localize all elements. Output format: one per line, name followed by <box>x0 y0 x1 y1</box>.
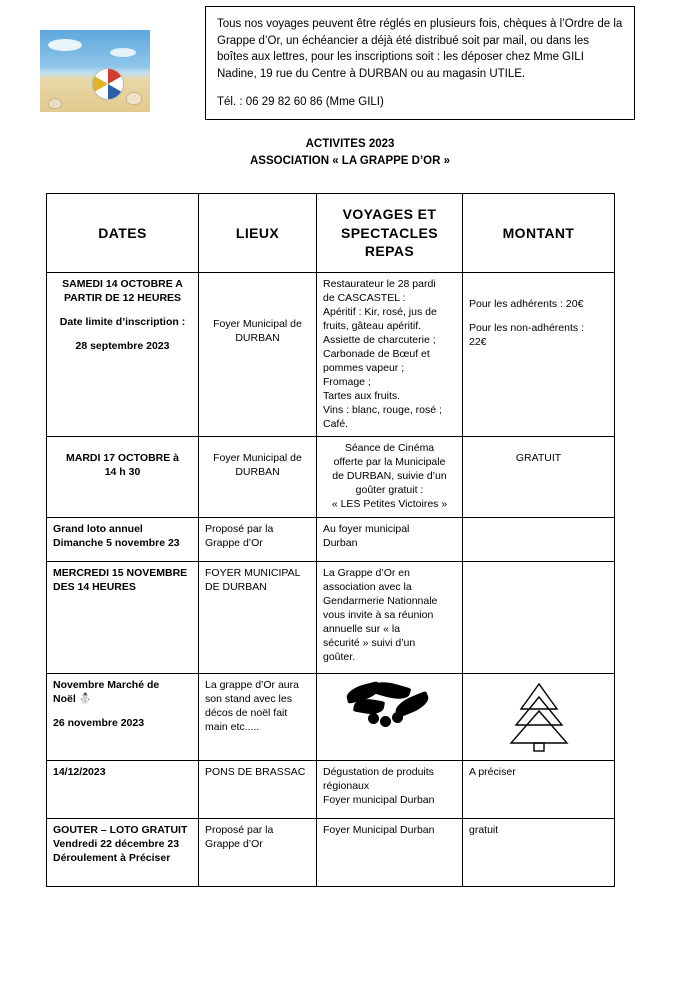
cell-lieux <box>199 562 317 674</box>
cell-lieux <box>199 819 317 887</box>
activities-table-wrapper <box>46 193 614 887</box>
cell-spacer <box>205 298 310 308</box>
christmas-tree-icon <box>507 681 571 753</box>
cell-dates <box>47 562 199 674</box>
title-line-2: ASSOCIATION « LA GRAPPE D’OR » <box>250 155 450 168</box>
cell-dates <box>47 273 199 437</box>
cell-text: association avec la <box>323 581 412 594</box>
holly-berry <box>368 713 379 724</box>
cell-text: Pour les non-adhérents : <box>469 321 584 334</box>
cell-lieux <box>199 518 317 562</box>
beach-ball-icon <box>92 68 124 100</box>
holly-illustration <box>344 683 436 729</box>
cell-spacer <box>469 312 608 322</box>
holly-berry <box>392 712 403 723</box>
cell-text: Grappe d’Or <box>205 838 263 851</box>
column-header-voyages-line3: REPAS <box>364 243 415 260</box>
cell-text: Au foyer municipal <box>323 523 410 536</box>
cell-text: vous invite à sa réunion <box>323 609 434 622</box>
cell-voyages: Foyer Municipal Durban <box>317 819 463 887</box>
cell-text: DURBAN <box>235 466 280 479</box>
cell-text: 22€ <box>469 335 487 348</box>
cell-text: main etc..... <box>205 721 260 734</box>
cell-spacer <box>469 442 608 452</box>
cell-voyages <box>317 562 463 674</box>
title-line-1: ACTIVITES 2023 <box>305 138 395 150</box>
cell-dates <box>47 437 199 518</box>
table-row <box>47 819 615 887</box>
cell-text: Grand loto annuel <box>53 523 143 536</box>
cell-spacer <box>53 442 192 452</box>
payment-notice-box <box>205 6 635 120</box>
cell-text: DE DURBAN <box>205 581 267 594</box>
beach-photo-image <box>40 30 150 112</box>
cell-text: La Grappe d’Or en <box>323 567 410 580</box>
cell-text: Vins : blanc, rouge, rosé ; <box>323 403 442 416</box>
cell-voyages <box>317 518 463 562</box>
table-row <box>47 761 615 819</box>
cell-text: Novembre Marché de <box>53 679 160 692</box>
cell-text: Gendarmerie Nationnale <box>323 595 438 608</box>
cell-text: Grappe d’Or <box>205 537 263 550</box>
cell-text: Durban <box>323 537 358 550</box>
cell-spacer <box>469 288 608 298</box>
cloud-shape <box>110 48 136 57</box>
cell-text: pommes vapeur ; <box>323 361 405 374</box>
cell-voyages-graphic <box>317 674 463 761</box>
cell-text: Proposé par la <box>205 824 274 837</box>
cell-text: 28 septembre 2023 <box>75 339 170 352</box>
cell-text: Vendredi 22 décembre 23 <box>53 838 180 851</box>
cell-dates <box>47 674 199 761</box>
cell-voyages <box>317 273 463 437</box>
cell-text: Dimanche 5 novembre 23 <box>53 537 180 550</box>
cell-voyages <box>317 761 463 819</box>
cell-montant <box>463 437 615 518</box>
cell-text: Date limite d’inscription : <box>59 315 186 328</box>
table-header-row <box>47 194 615 273</box>
cell-text: Fromage ; <box>323 375 371 388</box>
cell-text: de CASCASTEL : <box>323 291 406 304</box>
cell-text: offerte par la Municipale <box>333 456 446 469</box>
seashell-icon <box>48 98 62 109</box>
cell-text: Déroulement à Préciser <box>53 852 171 865</box>
notice-paragraph-2: Tél. : 06 29 82 60 86 (Mme GILI) <box>217 95 384 108</box>
cell-text: Séance de Cinéma <box>344 442 435 455</box>
column-header-lieux: LIEUX <box>199 194 317 273</box>
seashell-icon <box>126 92 142 105</box>
cell-dates <box>47 518 199 562</box>
cell-text: 26 novembre 2023 <box>53 717 145 730</box>
cell-text: Foyer municipal Durban <box>323 794 435 807</box>
cell-text: PARTIR DE 12 HEURES <box>63 291 182 304</box>
cloud-shape <box>48 39 82 51</box>
cell-montant <box>463 273 615 437</box>
cell-spacer <box>53 306 192 316</box>
cell-text: de DURBAN, suivie d’un <box>332 470 447 483</box>
cell-text: Café. <box>323 417 349 430</box>
cell-text: goûter gratuit : <box>355 484 424 497</box>
cell-lieux <box>199 674 317 761</box>
activities-table <box>46 193 615 887</box>
cell-text: son stand avec les <box>205 693 292 706</box>
document-header <box>38 6 664 120</box>
cell-montant: gratuit <box>463 819 615 887</box>
cell-text: GOUTER – LOTO GRATUIT <box>53 824 188 837</box>
cell-text: Assiette de charcuterie ; <box>323 333 436 346</box>
cell-text: FOYER MUNICIPAL <box>205 567 301 580</box>
cell-text: Dégustation de produits <box>323 766 434 779</box>
cell-text: « LES Petites Victoires » <box>331 498 448 511</box>
cell-text: Noël ⛄ <box>53 693 92 706</box>
cell-text: SAMEDI 14 OCTOBRE A <box>62 278 183 290</box>
cell-spacer <box>53 707 192 717</box>
cell-text: fruits, gâteau apéritif. <box>323 319 422 332</box>
cell-lieux <box>199 273 317 437</box>
cell-lieux <box>199 437 317 518</box>
cell-text: annuelle sur « la <box>323 623 401 636</box>
cell-voyages <box>317 437 463 518</box>
cell-text: Tartes aux fruits. <box>323 389 401 402</box>
cell-text: Proposé par la <box>205 523 274 536</box>
holly-berry <box>380 716 391 727</box>
cell-text: Apéritif : Kir, rosé, jus de <box>323 305 437 318</box>
cell-lieux: PONS DE BRASSAC <box>199 761 317 819</box>
cell-montant <box>463 518 615 562</box>
cell-text: DES 14 HEURES <box>53 581 136 594</box>
cell-montant <box>463 562 615 674</box>
cell-text: GRATUIT <box>515 452 562 465</box>
column-header-voyages <box>317 194 463 273</box>
cell-text: 14 h 30 <box>104 466 141 479</box>
cell-text: Restaurateur le 28 pardi <box>323 278 436 290</box>
cell-text: MARDI 17 OCTOBRE à <box>66 452 179 465</box>
cell-text: sécurité » suivi d’un <box>323 637 416 650</box>
cell-montant: A préciser <box>463 761 615 819</box>
table-row <box>47 518 615 562</box>
cell-text: Pour les adhérents : 20€ <box>469 298 584 310</box>
table-row <box>47 562 615 674</box>
cell-text: Carbonade de Bœuf et <box>323 347 430 360</box>
table-row <box>47 674 615 761</box>
column-header-dates: DATES <box>47 194 199 273</box>
notice-paragraph-1: Tous nos voyages peuvent être réglés en plusieurs fois, chèques à l’Ordre de la Grappe d’Or, un échéancier a déjà été distribué soit par mail, ou dans les boîtes aux lettres, pour les inscriptions soit : les déposer chez Mme GILI Nadine, 19 rue du Centre à DURBAN ou au magasin UTILE. <box>217 18 623 81</box>
cell-spacer <box>205 442 310 452</box>
cell-text: DURBAN <box>235 331 280 344</box>
cell-dates <box>47 819 199 887</box>
table-row <box>47 273 615 437</box>
cell-text: MERCREDI 15 NOVEMBRE <box>53 567 188 580</box>
cell-spacer <box>469 278 608 288</box>
cell-spacer <box>205 278 310 288</box>
column-header-voyages-line2: SPECTACLES <box>340 224 439 241</box>
cell-text: Foyer Municipal de <box>213 318 302 330</box>
table-row <box>47 437 615 518</box>
cell-text: goûter. <box>323 650 356 663</box>
cell-text: Foyer Municipal de <box>213 452 302 465</box>
cell-spacer <box>205 288 310 298</box>
cell-spacer <box>53 330 192 340</box>
cell-text: La grappe d’Or aura <box>205 679 299 692</box>
column-header-montant: MONTANT <box>463 194 615 273</box>
cell-dates: 14/12/2023 <box>47 761 199 819</box>
cell-text: régionaux <box>323 780 370 793</box>
cell-montant-graphic <box>463 674 615 761</box>
column-header-voyages-line1: VOYAGES ET <box>342 206 437 223</box>
page-title <box>0 136 700 171</box>
cell-spacer <box>205 308 310 318</box>
cell-text: décos de noël fait <box>205 707 288 720</box>
